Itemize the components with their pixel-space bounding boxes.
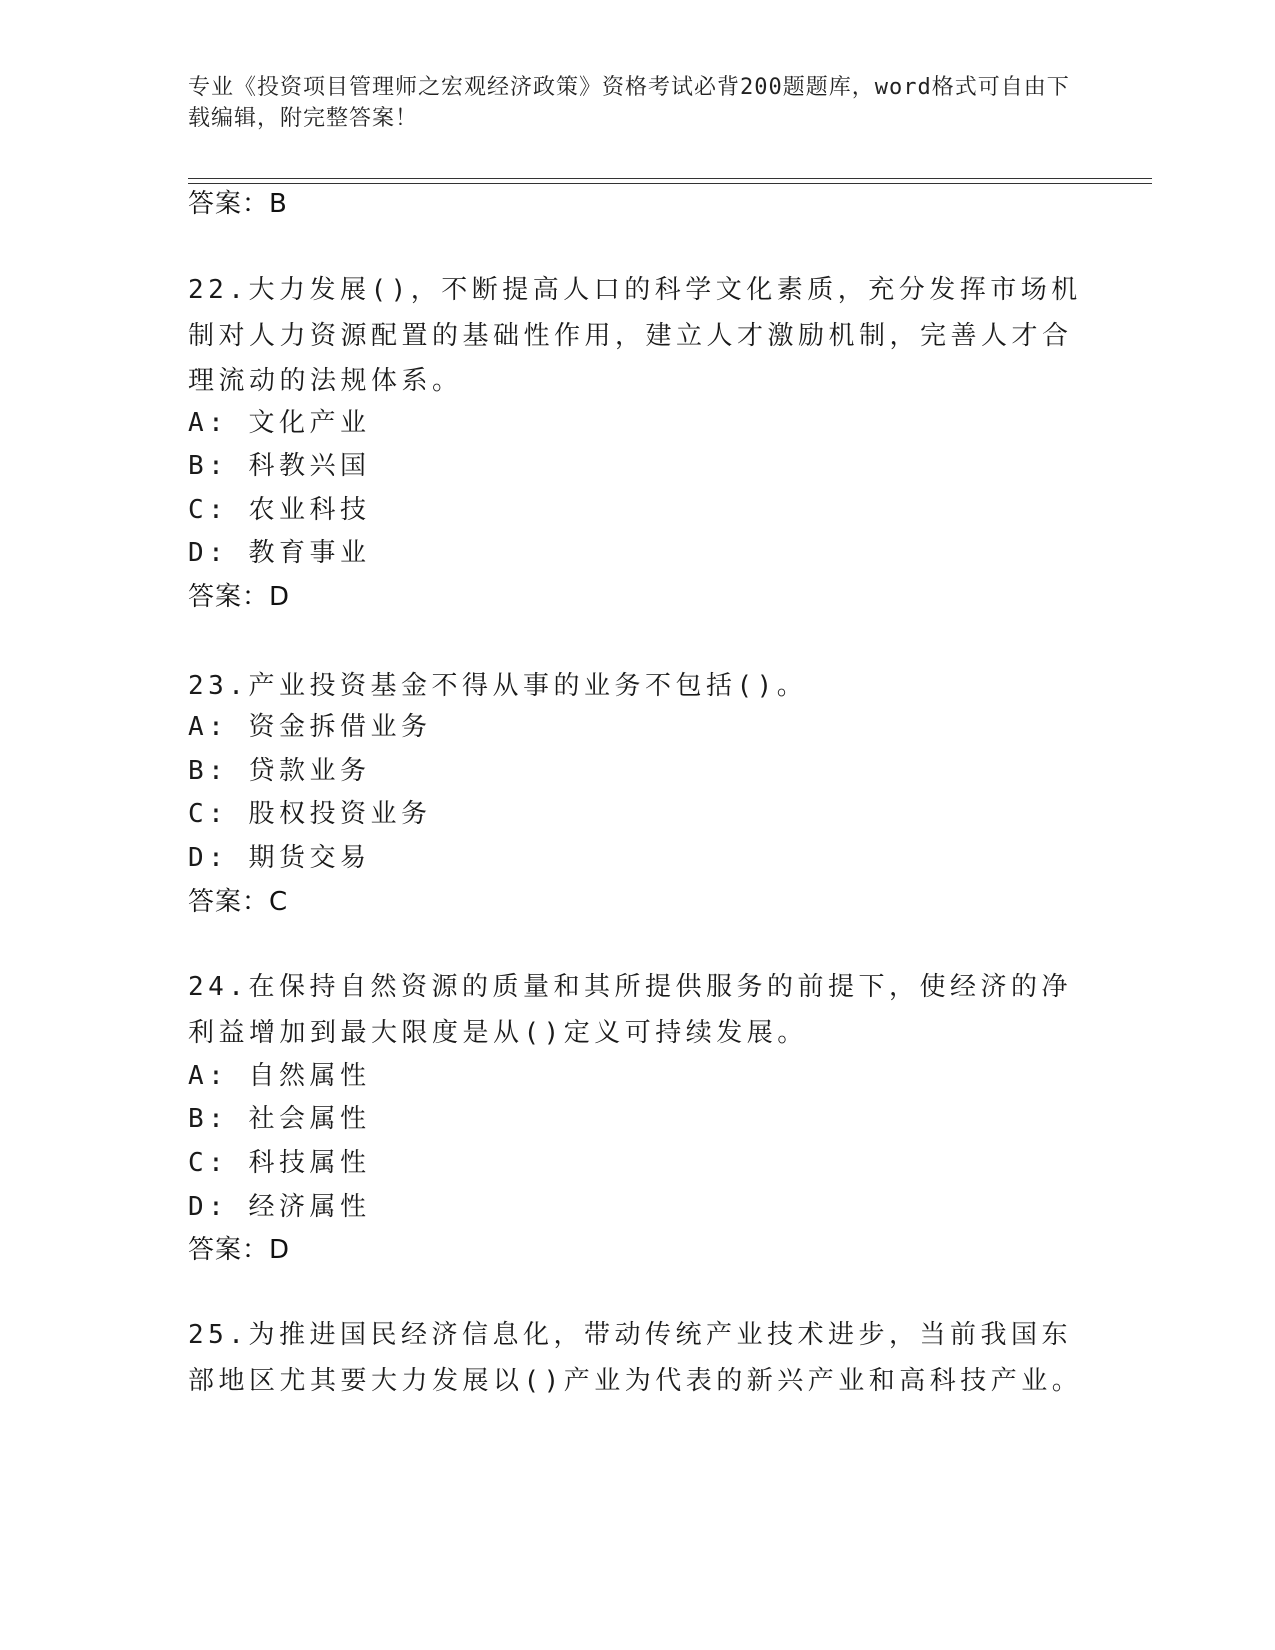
question-stem: 25.为推进国民经济信息化，带动传统产业技术进步，当前我国东部地区尤其要大力发展以()产业为代表的新兴产业和高科技产业。 xyxy=(188,1320,1083,1396)
option-d: D: 期货交易 xyxy=(188,843,371,873)
document-header: 专业《投资项目管理师之宏观经济政策》资格考试必背200题题库，word格式可自由下载编辑，附完整答案！ xyxy=(188,75,1070,131)
option-a: A: 自然属性 xyxy=(188,1061,371,1091)
option-c: C: 股权投资业务 xyxy=(188,799,432,829)
question-stem: 23.产业投资基金不得从事的业务不包括()。 xyxy=(188,671,808,701)
header-divider-top xyxy=(188,178,1152,179)
option-c: C: 科技属性 xyxy=(188,1148,371,1178)
answer-line: 答案：D xyxy=(188,582,291,612)
answer-line: 答案：C xyxy=(188,887,289,917)
answer-line: 答案：D xyxy=(188,1235,291,1265)
question-stem: 22.大力发展()，不断提高人口的科学文化素质，充分发挥市场机制对人力资源配置的基础性作用，建立人才激励机制，完善人才合理流动的法规体系。 xyxy=(188,275,1082,396)
option-b: B: 贷款业务 xyxy=(188,756,371,786)
question-stem: 24.在保持自然资源的质量和其所提供服务的前提下，使经济的净利益增加到最大限度是从()定义可持续发展。 xyxy=(188,972,1072,1048)
option-a: A: 资金拆借业务 xyxy=(188,712,432,742)
option-a: A: 文化产业 xyxy=(188,408,371,438)
option-d: D: 教育事业 xyxy=(188,538,371,568)
header-divider-bottom xyxy=(188,183,1152,184)
option-d: D: 经济属性 xyxy=(188,1192,371,1222)
option-b: B: 社会属性 xyxy=(188,1104,371,1134)
option-c: C: 农业科技 xyxy=(188,495,371,525)
answer-line: 答案：B xyxy=(188,189,288,219)
option-b: B: 科教兴国 xyxy=(188,451,371,481)
